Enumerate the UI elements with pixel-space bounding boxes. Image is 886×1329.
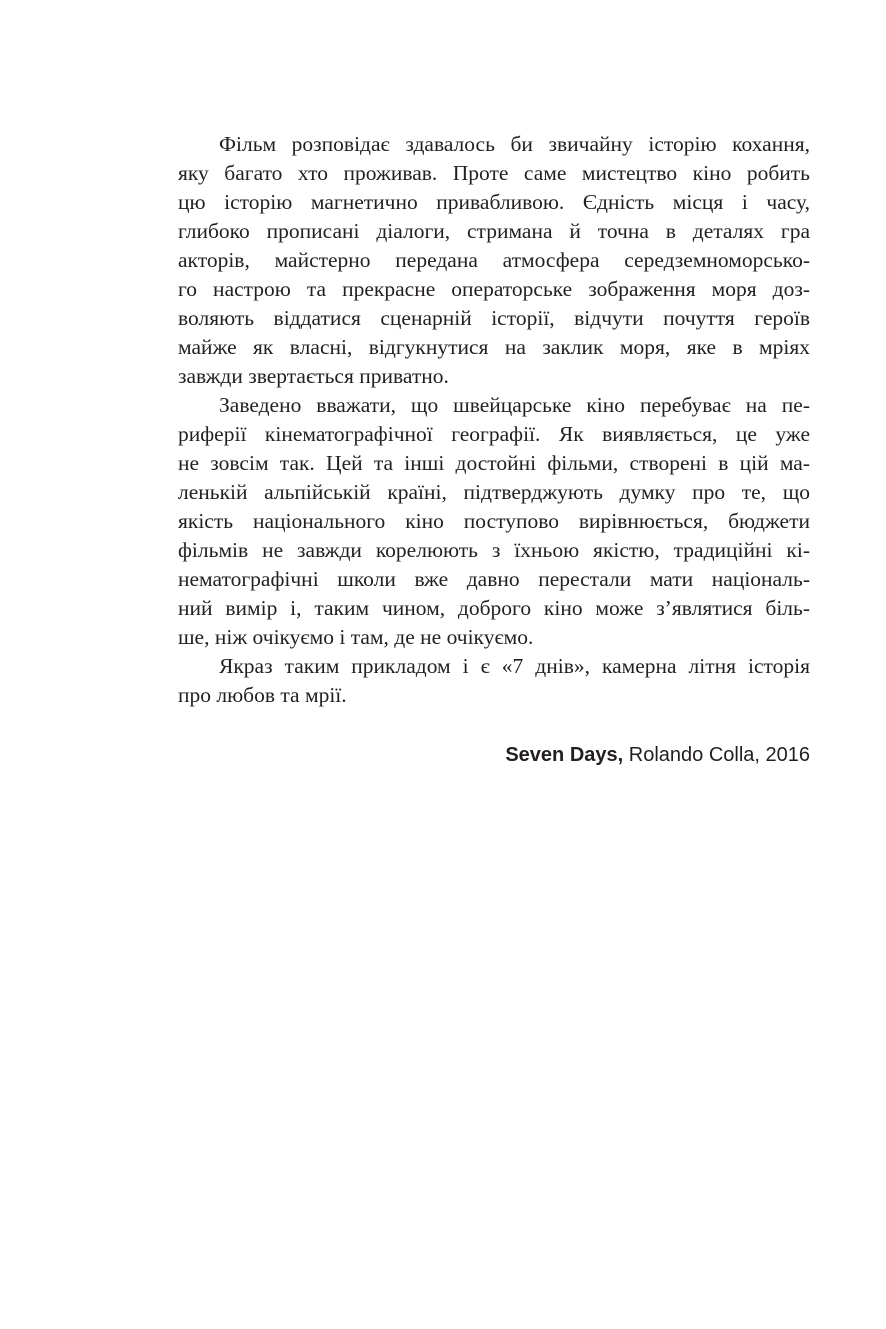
text-line: майже як власні, відгукнутися на заклик моря, яке в мріях: [178, 335, 810, 359]
text-line: завжди звертається приватно.: [178, 364, 449, 388]
text-line: яку багато хто проживав. Проте саме мистецтво кіно робить: [178, 161, 810, 185]
text-line: глибоко прописані діалоги, стримана й точна в деталях гра: [178, 219, 810, 243]
paragraph-2: [178, 391, 810, 652]
film-credit: [505, 741, 810, 770]
paragraph-3: [178, 652, 810, 710]
text-line: нематографічні школи вже давно перестали мати національ-: [178, 567, 810, 591]
text-line: Заведено вважати, що швейцарське кіно перебуває на пе-: [219, 393, 810, 417]
text-line: Якраз таким прикладом і є «7 днів», камерна літня історія: [219, 654, 810, 678]
body-text: [178, 130, 810, 710]
text-line: воляють віддатися сценарній історії, відчути почуття героїв: [178, 306, 810, 330]
text-line: ний вимір і, таким чином, доброго кіно може з’являтися біль-: [178, 596, 810, 620]
text-line: якість національного кіно поступово вирівнюється, бюджети: [178, 509, 810, 533]
film-title: Seven Days,: [505, 744, 624, 766]
paragraph-1: [178, 130, 810, 391]
text-line: ше, ніж очікуємо і там, де не очікуємо.: [178, 625, 534, 649]
text-line: акторів, майстерно передана атмосфера середземноморсько-: [178, 248, 810, 272]
text-line: фільмів не завжди корелюють з їхньою якістю, традиційні кі-: [178, 538, 810, 562]
text-line: не зовсім так. Цей та інші достойні фільми, створені в цій ма-: [178, 451, 810, 475]
text-line: ленькій альпійській країні, підтверджують думку про те, що: [178, 480, 810, 504]
text-line: про любов та мрії.: [178, 683, 347, 707]
text-line: го настрою та прекрасне операторське зображення моря доз-: [178, 277, 810, 301]
film-details: Rolando Colla, 2016: [623, 744, 810, 766]
text-line: цю історію магнетично привабливою. Єдність місця і часу,: [178, 190, 810, 214]
text-line: Фільм розповідає здавалось би звичайну історію кохання,: [219, 132, 810, 156]
text-line: риферії кінематографічної географії. Як виявляється, це уже: [178, 422, 810, 446]
